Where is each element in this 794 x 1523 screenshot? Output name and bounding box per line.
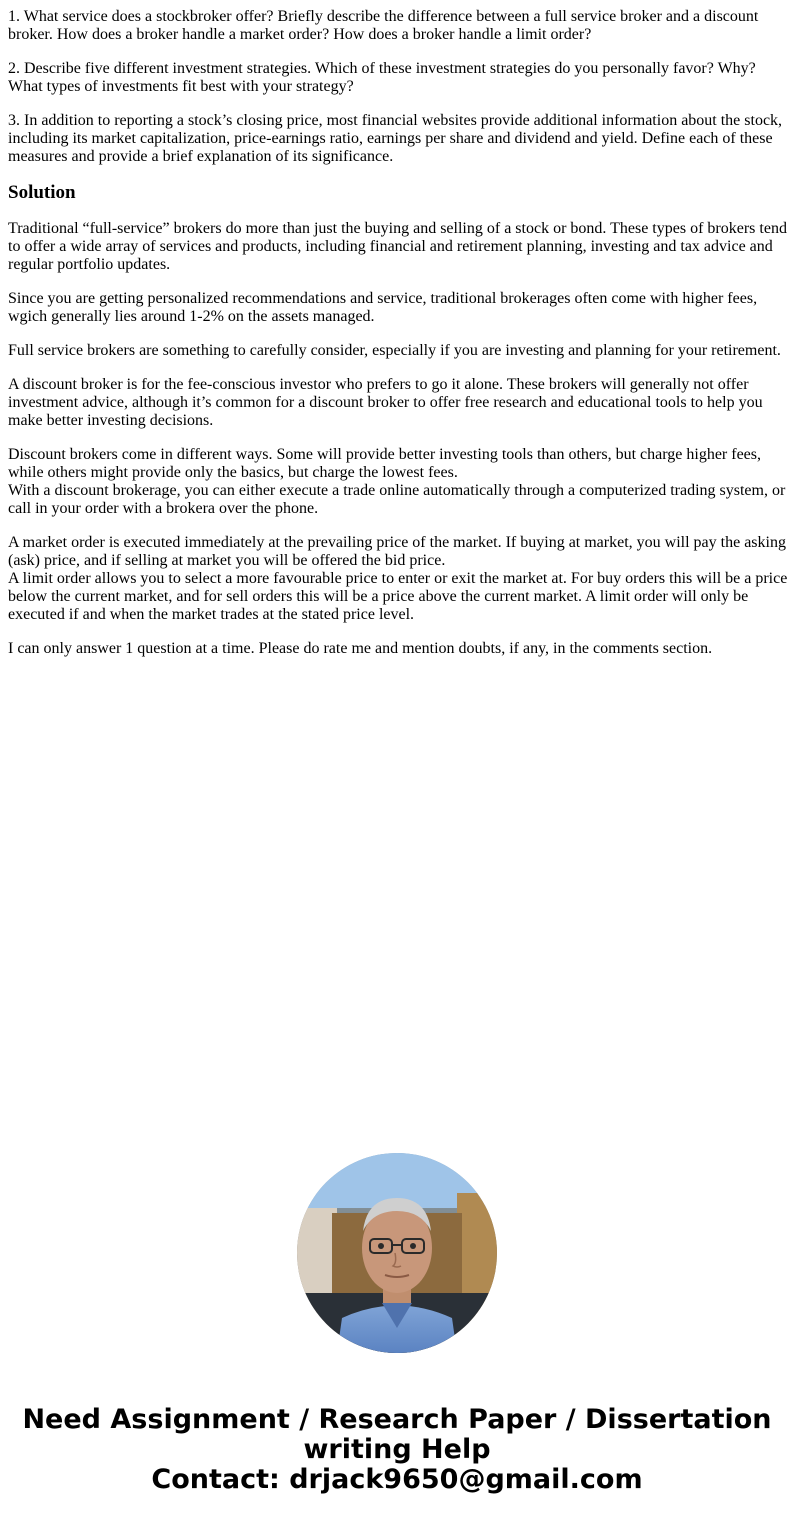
author-avatar [297, 1153, 497, 1353]
solution-paragraph-2: Since you are getting personalized recommendations and service, traditional brokerages often come with higher fees, wgich generally lies around 1-2% on the assets managed. [8, 290, 758, 325]
document-body [8, 0, 788, 674]
solution-paragraph-6 [8, 534, 788, 624]
solution-paragraph-5b: With a discount brokerage, you can either execute a trade online automatically through a computerized trading system, or call in your order with a brokera over the phone. [8, 482, 786, 517]
solution-paragraph-5 [8, 446, 788, 518]
solution-paragraph-4: A discount broker is for the fee-conscious investor who prefers to go it alone. These brokers will generally not offer investment advice, although it’s common for a discount broker to offer free research and educational tools to help you make better investing decisions. [8, 376, 763, 429]
banner-contact-line: Contact: drjack9650@gmail.com [151, 1464, 643, 1495]
solution-heading: Solution [8, 182, 76, 203]
solution-paragraph-6b: A limit order allows you to select a more favourable price to enter or exit the market at. For buy orders this will be a price below the current market, and for sell orders this will be a price above the current market. A limit order will only be executed if and when the market trades at the stated price level. [8, 570, 788, 623]
contact-banner [0, 1405, 794, 1495]
author-portrait-image [297, 1153, 497, 1353]
solution-paragraph-3: Full service brokers are something to carefully consider, especially if you are investing and planning for your retirement. [8, 342, 781, 359]
banner-line-1: Need Assignment / Research Paper / Dissertation [22, 1404, 772, 1435]
question-2: 2. Describe five different investment strategies. Which of these investment strategies do you personally favor? Why? What types of investments fit best with your strategy? [8, 60, 756, 95]
solution-paragraph-1: Traditional “full-service” brokers do more than just the buying and selling of a stock or bond. These types of brokers tend to offer a wide array of services and products, including financial and retirement planning, investing and tax advice and regular portfolio updates. [8, 220, 787, 273]
question-1: 1. What service does a stockbroker offer? Briefly describe the difference between a full service broker and a discount broker. How does a broker handle a market order? How does a broker handle a limit order? [8, 8, 759, 43]
question-3: 3. In addition to reporting a stock’s closing price, most financial websites provide additional information about the stock, including its market capitalization, price-earnings ratio, earnings per share and dividend and yield. Define each of these measures and provide a brief explanation of its significance. [8, 112, 783, 165]
banner-line-2: writing Help [303, 1434, 491, 1465]
solution-paragraph-5a: Discount brokers come in different ways. Some will provide better investing tools than others, but charge higher fees, while others might provide only the basics, but charge the lowest fees. [8, 446, 762, 481]
solution-paragraph-7: I can only answer 1 question at a time. Please do rate me and mention doubts, if any, in the comments section. [8, 640, 713, 657]
solution-paragraph-6a: A market order is executed immediately at the prevailing price of the market. If buying at market, you will pay the asking (ask) price, and if selling at market you will be offered the bid price. [8, 534, 786, 569]
